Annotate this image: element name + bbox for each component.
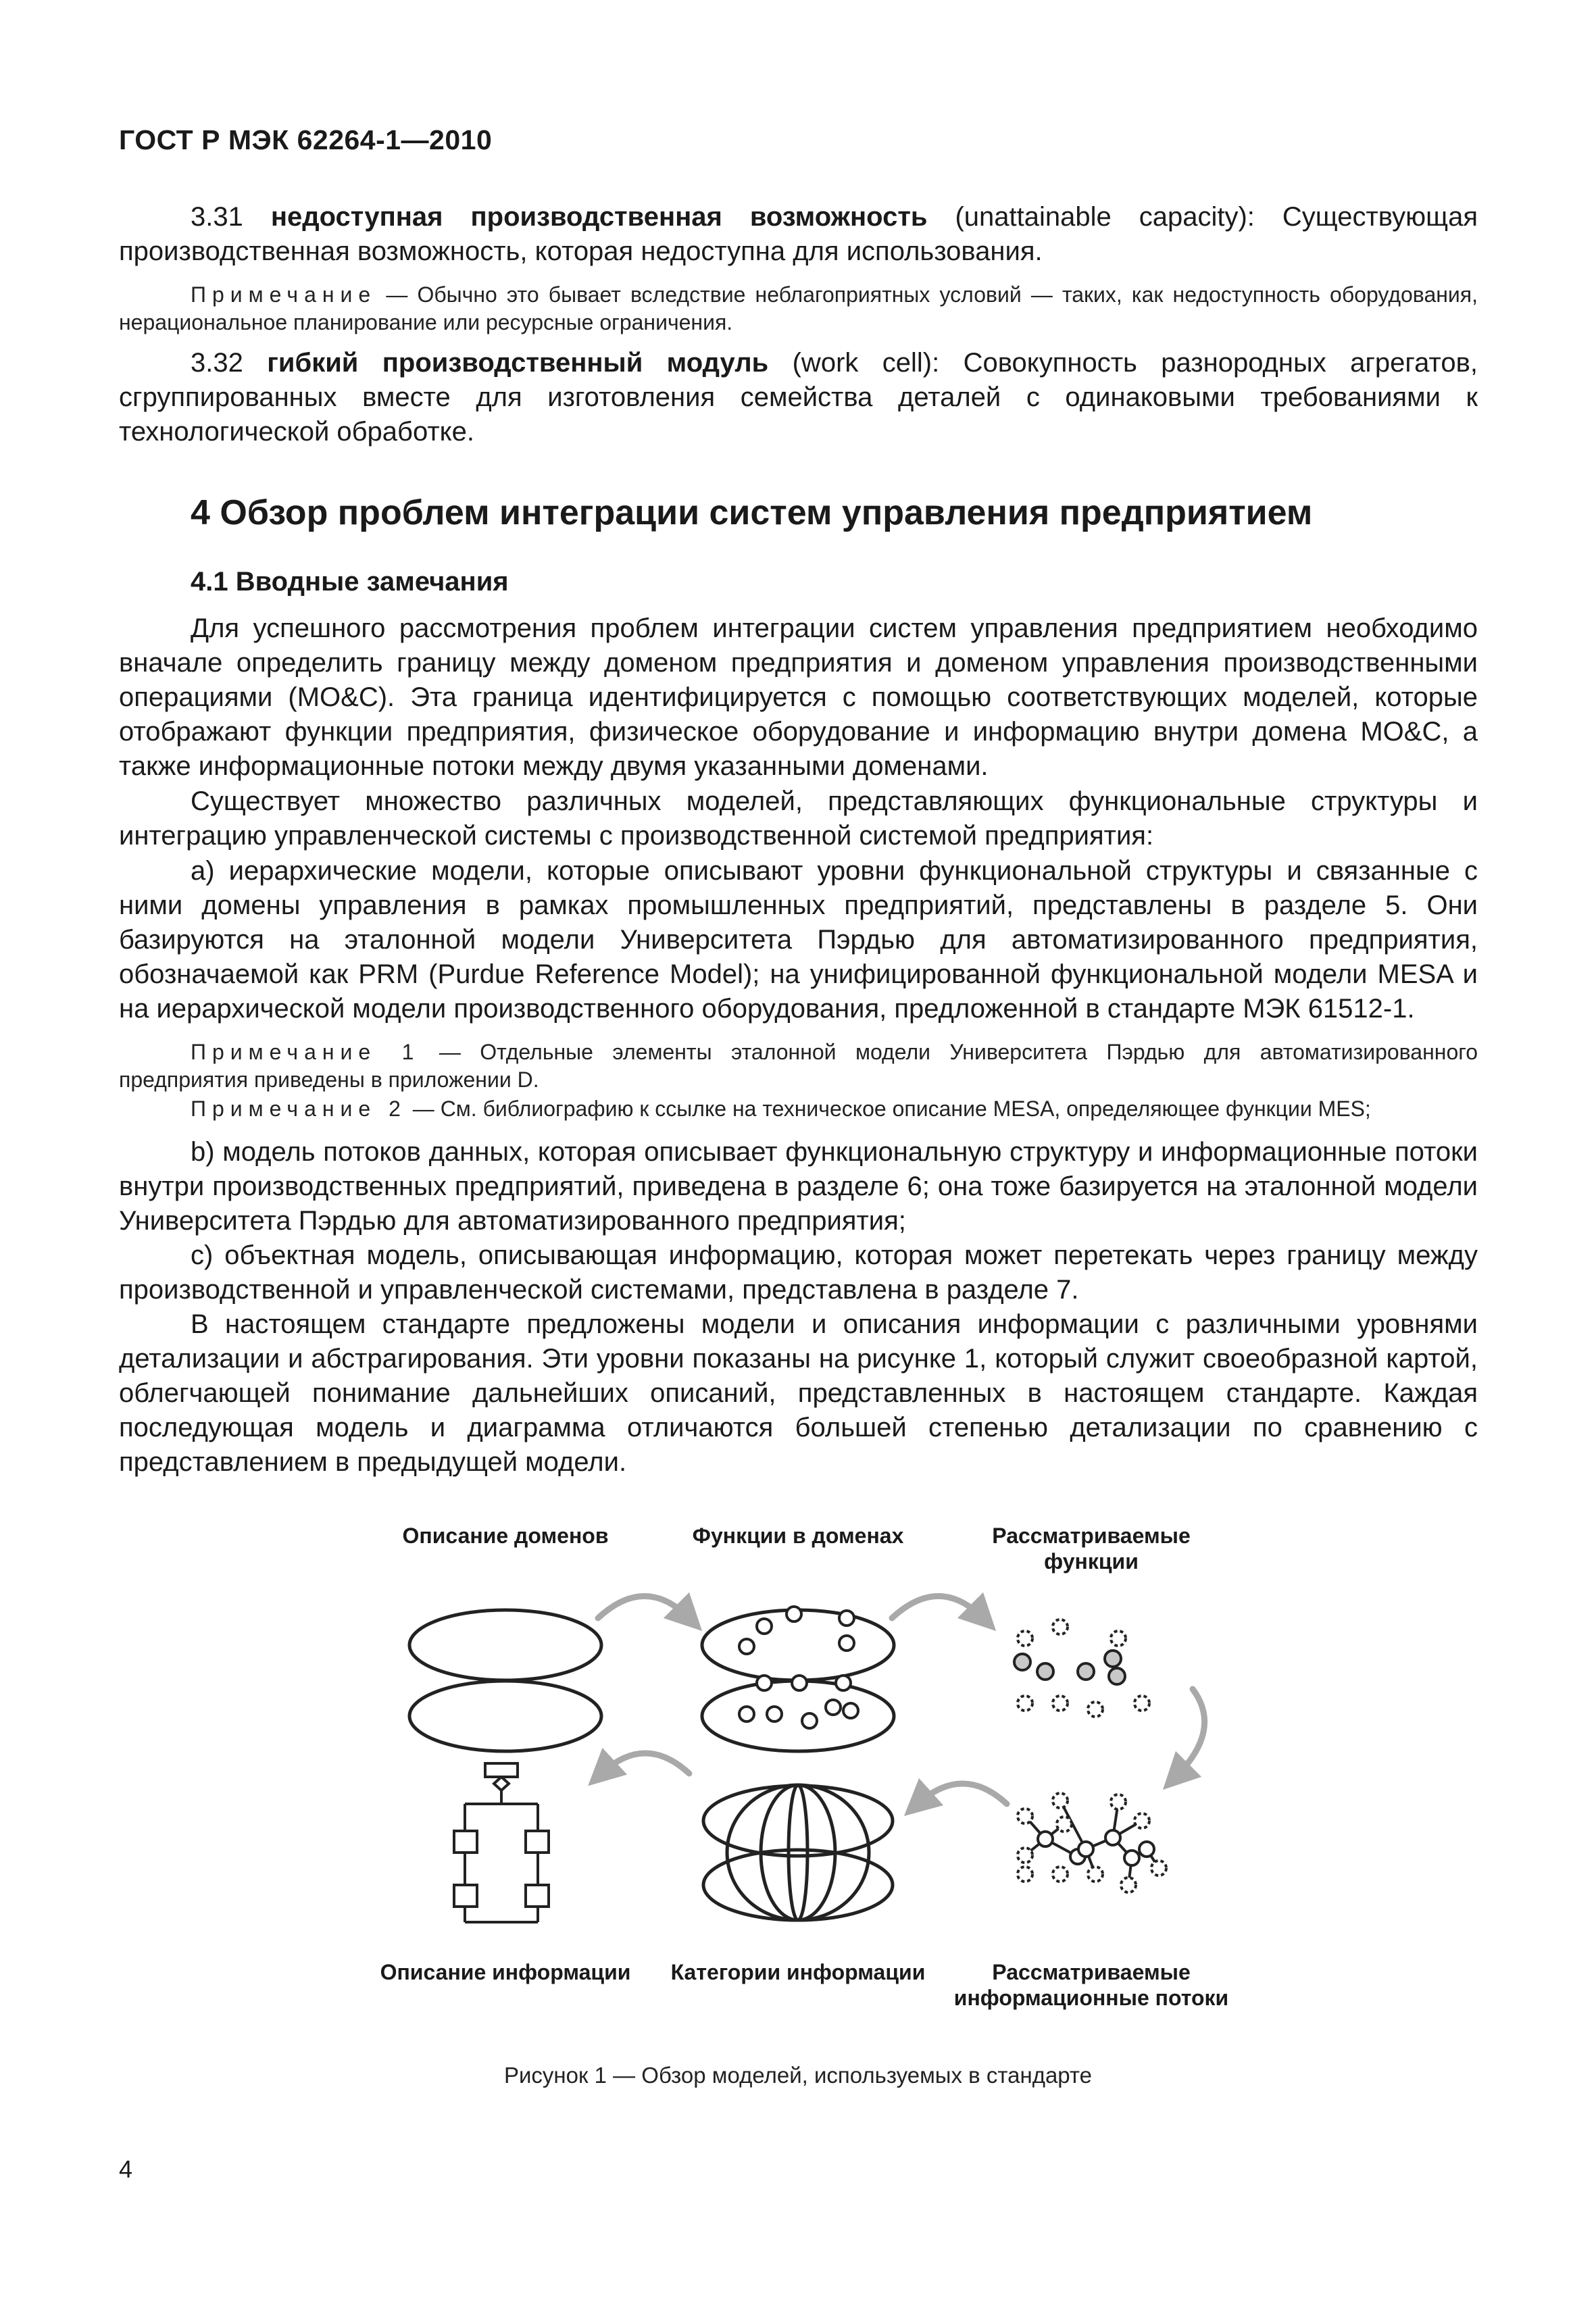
note-text: — См. библиографию к ссылке на техническое описание MESA, определяющее функции MES; — [406, 1097, 1371, 1121]
function-dots — [739, 1607, 858, 1728]
subsection-title: 4.1 Вводные замечания — [191, 567, 509, 597]
label-domains: Описание доменов — [402, 1524, 609, 1548]
list-item-c: c) объектная модель, описывающая информацию, которая может перетекать через границу между производственной и управленческой системами, представлена в разделе 7. — [119, 1240, 1478, 1305]
term-definition: : Существующая производственная возможность, которая недоступна для использования. — [119, 202, 1478, 266]
document-header: ГОСТ Р МЭК 62264-1—2010 — [119, 124, 493, 155]
term-3-31 — [119, 200, 1478, 269]
page-number: 4 — [119, 2155, 133, 2183]
note-label: Примечание 2 — [191, 1097, 407, 1121]
note-2 — [119, 1095, 1478, 1123]
label-considered-functions: Рассматриваемые функции — [992, 1524, 1191, 1574]
term-name: гибкий производственный модуль — [267, 348, 769, 378]
paragraph-2: Существует множество различных моделей, представляющих функциональные структуры и интеграцию управленческой системы с производственной системой предприятия: — [119, 786, 1478, 851]
note-1 — [119, 1038, 1478, 1094]
label-considered-flows: Рассматриваемые информационные потоки — [953, 1960, 1229, 2010]
list-item-b: b) модель потоков данных, которая описывает функциональную структуру и информационные потоки внутри производственных предприятий, приведена в разделе 6; она тоже базируется на эталонной модели Университета Пэрдью для автоматизированного предприятия; — [119, 1137, 1478, 1236]
page-content — [119, 200, 1478, 1480]
flow-network-nodes — [1018, 1793, 1166, 1892]
figure-caption: Рисунок 1 — Обзор моделей, используемых в стандарте — [503, 2063, 1093, 2088]
flow-network-lines — [1025, 1801, 1159, 1885]
label-functions: Функции в доменах — [692, 1524, 904, 1548]
term-english: (work cell) — [792, 348, 932, 378]
considered-function-dots — [1014, 1619, 1149, 1717]
info-block-diagram — [454, 1763, 549, 1922]
paragraph-1: Для успешного рассмотрения проблем интеграции систем управления предприятием необходимо вначале определить границу между доменом предприятия и доменом управления производственными операциями (MO&C). Эта граница идентифицируется с помощью соответствующих моделей, которые отображают функции предприятия, физическое оборудование и информацию внутри домена MO&C, а также информационные потоки между двумя указанными доменами. — [119, 613, 1478, 781]
list-item-a: a) иерархические модели, которые описывают уровни функциональной структуры и связанные с ними домены управления в рамках промышленных предприятий, представлены в разделе 5. Они базируются на эталонной модели Университета Пэрдью для автоматизированного предприятия, обозначаемой как PRM (Purdue Reference Model); на унифицированной функциональной модели MESA и на иерархической модели производственного оборудования, предложенной в стандарте МЭК 61512-1. — [119, 856, 1478, 1024]
term-english: (unattainable capacity) — [955, 202, 1247, 232]
term-name: недоступная производственная возможность — [270, 202, 928, 232]
domain-ellipses — [409, 1610, 601, 1751]
flow-arrows — [598, 1596, 1205, 1805]
note-label: Примечание — [191, 282, 377, 307]
function-ellipses — [702, 1610, 894, 1751]
term-number: 3.31 — [191, 202, 243, 232]
note-3-31 — [119, 281, 1478, 336]
term-3-32 — [119, 346, 1478, 449]
term-definition: : Совокупность разнородных агрегатов, сгруппированных вместе для изготовления семейства деталей с одинаковыми требованиями к технологической обработке. — [119, 348, 1478, 447]
note-text: — Отдельные элементы эталонной модели Университета Пэрдью для автоматизированного предприятия приведены в приложении D. — [119, 1040, 1478, 1092]
paragraph-3: В настоящем стандарте предложены модели и описания информации с различными уровнями детализации и абстрагирования. Эти уровни показаны на рисунке 1, который служит своеобразной картой, облегчающей понимание дальнейших описаний, представленных в настоящем стандарте. Каждая последующая модель и диаграмма отличаются большей степенью детализации по сравнению с представлением в предыдущей модели. — [119, 1309, 1478, 1477]
term-number: 3.32 — [191, 348, 243, 378]
category-ellipses — [703, 1785, 893, 1920]
note-label: Примечание 1 — [191, 1040, 420, 1064]
section-title: 4 Обзор проблем интеграции систем управления предприятием — [191, 493, 1313, 532]
label-info-categories: Категории информации — [670, 1960, 926, 1984]
note-text: — Обычно это бывает вследствие неблагоприятных условий — таких, как недоступность оборудования, нерациональное планирование или ресурсные ограничения. — [119, 282, 1478, 334]
label-info-description: Описание информации — [380, 1960, 631, 1984]
